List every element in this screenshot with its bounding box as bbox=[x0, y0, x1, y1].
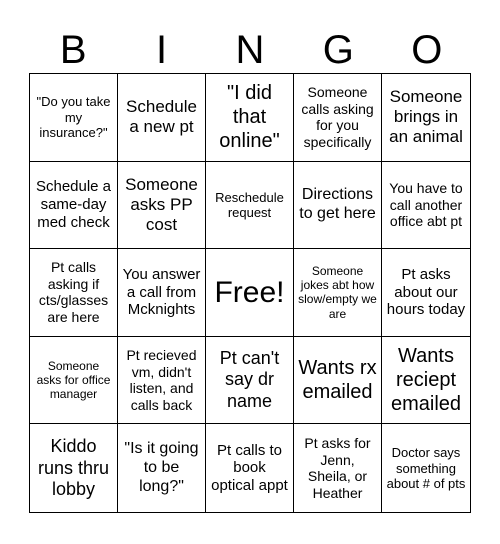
bingo-cell-r4-c2[interactable] bbox=[118, 337, 206, 425]
bingo-cell-r1-c5[interactable] bbox=[382, 74, 470, 162]
bingo-cell-text: Someone calls asking for you specifically bbox=[301, 84, 374, 150]
bingo-cell-text: Free! bbox=[214, 275, 285, 309]
bingo-cell-text: Schedule a same-day med check bbox=[35, 178, 112, 231]
bingo-cell-text: Reschedule request bbox=[215, 189, 284, 220]
bingo-cell-text: "Is it going to be long?" bbox=[124, 439, 199, 495]
header-letter-g: G bbox=[322, 28, 354, 72]
bingo-cell-text: Wants reciept emailed bbox=[390, 345, 462, 416]
bingo-cell-text: Someone asks for office manager bbox=[36, 358, 111, 402]
bingo-cell-r4-c3[interactable] bbox=[206, 337, 294, 425]
bingo-cell-text: Pt recieved vm, didn't listen, and calls back bbox=[126, 347, 197, 413]
bingo-cell-r5-c1[interactable] bbox=[30, 424, 118, 512]
header-letter-n: N bbox=[235, 28, 265, 72]
bingo-cell-r2-c2[interactable] bbox=[118, 162, 206, 250]
bingo-cell-text: Kiddo runs thru lobby bbox=[37, 436, 110, 499]
header-letter-i: I bbox=[156, 28, 168, 72]
bingo-cell-text: "I did that online" bbox=[219, 82, 280, 153]
bingo-cell-text: Pt can't say dr name bbox=[219, 348, 280, 411]
bingo-cell-text: Someone jokes abt how slow/empty we are bbox=[298, 264, 377, 321]
bingo-cell-text: You have to call another office abt pt bbox=[389, 180, 463, 230]
bingo-cell-r4-c5[interactable] bbox=[382, 337, 470, 425]
bingo-cell-text: Directions to get here bbox=[299, 186, 376, 222]
bingo-cell-r5-c2[interactable] bbox=[118, 424, 206, 512]
bingo-cell-r4-c1[interactable] bbox=[30, 337, 118, 425]
bingo-cell-free[interactable] bbox=[206, 249, 294, 337]
bingo-cell-r2-c1[interactable] bbox=[30, 162, 118, 250]
bingo-cell-r5-c5[interactable] bbox=[382, 424, 470, 512]
bingo-cell-text: Pt asks about our hours today bbox=[386, 265, 466, 319]
bingo-cell-text: You answer a call from Mcknights bbox=[122, 265, 201, 319]
bingo-cell-text: Someone asks PP cost bbox=[125, 174, 198, 234]
bingo-cell-r2-c5[interactable] bbox=[382, 162, 470, 250]
bingo-cell-r2-c3[interactable] bbox=[206, 162, 294, 250]
bingo-header bbox=[29, 26, 471, 74]
bingo-cell-text: Schedule a new pt bbox=[126, 97, 197, 137]
bingo-cell-r5-c3[interactable] bbox=[206, 424, 294, 512]
bingo-cell-r1-c1[interactable] bbox=[30, 74, 118, 162]
bingo-cell-text: Pt calls asking if cts/glasses are here bbox=[38, 259, 109, 325]
bingo-cell-r5-c4[interactable] bbox=[294, 424, 382, 512]
bingo-cell-r3-c1[interactable] bbox=[30, 249, 118, 337]
bingo-cell-r3-c4[interactable] bbox=[294, 249, 382, 337]
bingo-cell-text: Wants rx emailed bbox=[298, 357, 377, 404]
header-letter-o: O bbox=[411, 28, 443, 72]
bingo-cell-text: Someone brings in an animal bbox=[389, 87, 463, 147]
header-letter-b: B bbox=[59, 28, 87, 72]
bingo-cell-text: "Do you take my insurance?" bbox=[36, 94, 111, 140]
bingo-cell-text: Doctor says something about # of pts bbox=[386, 445, 466, 491]
bingo-cell-r3-c2[interactable] bbox=[118, 249, 206, 337]
bingo-cell-r4-c4[interactable] bbox=[294, 337, 382, 425]
bingo-cell-r3-c5[interactable] bbox=[382, 249, 470, 337]
bingo-cell-r1-c2[interactable] bbox=[118, 74, 206, 162]
bingo-cell-r1-c3[interactable] bbox=[206, 74, 294, 162]
bingo-cell-r2-c4[interactable] bbox=[294, 162, 382, 250]
bingo-cell-text: Pt calls to book optical appt bbox=[211, 441, 288, 495]
bingo-cell-r1-c4[interactable] bbox=[294, 74, 382, 162]
bingo-grid bbox=[29, 73, 471, 513]
bingo-cell-text: Pt asks for Jenn, Sheila, or Heather bbox=[304, 435, 371, 501]
